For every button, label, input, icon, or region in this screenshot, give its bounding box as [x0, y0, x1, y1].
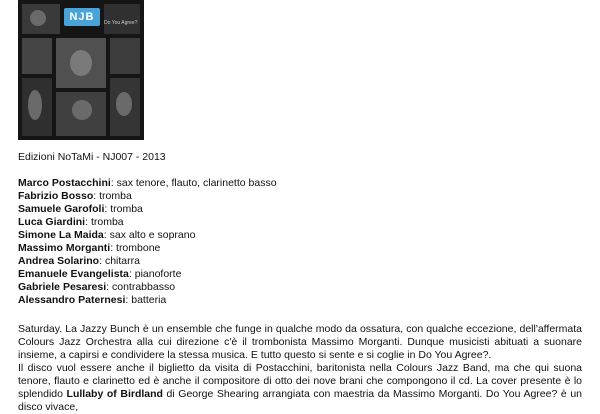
album-cover-subtitle: Do You Agree?	[104, 20, 138, 26]
cover-photo-tile	[110, 38, 140, 74]
review-text: di George Shearing arrangiata con maestria da Massimo Morganti. Do You Agree? è un disco vivace,	[18, 388, 583, 413]
musician-name: Massimo Morganti	[18, 242, 111, 254]
review-text: Il disco vuol essere anche il biglietto da visita di Postacchini, baritonista nella Colours Jazz Band, ma che qui suona tenore, flauto e clarinetto ed è anche il compositore di otto dei nove brani che compongono il cd. La cover presente è lo splendido	[18, 362, 582, 400]
cover-figure	[70, 50, 92, 76]
musician-role: : pianoforte	[128, 268, 182, 280]
musician-role: : tromba	[104, 203, 143, 215]
musician-row	[18, 216, 582, 229]
musician-name: Marco Postacchini	[18, 177, 111, 189]
musician-row	[18, 242, 582, 255]
musician-name: Andrea Solarino	[18, 255, 100, 267]
musician-row	[18, 281, 582, 294]
musician-name: Fabrizio Bosso	[18, 190, 94, 202]
musician-role: : sax tenore, flauto, clarinetto basso	[110, 177, 277, 189]
musician-role: : sax alto e soprano	[103, 229, 196, 241]
musician-name: Samuele Garofoli	[18, 203, 105, 215]
cover-figure	[116, 92, 132, 116]
musician-role: : contrabbasso	[106, 281, 176, 293]
musician-name: Simone La Maida	[18, 229, 104, 241]
musician-role: : chitarra	[99, 255, 140, 267]
cover-figure	[30, 10, 46, 26]
musician-role: : batteria	[125, 294, 167, 306]
musician-role: : trombone	[110, 242, 161, 254]
review-body	[18, 323, 582, 414]
musician-name: Gabriele Pesaresi	[18, 281, 107, 293]
musician-list	[18, 177, 582, 307]
song-title: Lullaby of Birdland	[66, 388, 163, 400]
musician-row	[18, 255, 582, 268]
musician-role: : tromba	[93, 190, 132, 202]
musician-name: Luca Giardini	[18, 216, 86, 228]
review-paragraph: Saturday. La Jazzy Bunch è un ensemble che funge in qualche modo da ossatura, con qualche eccezione, dell'affermata Colours Jazz Orchestra alla cui direzione c'è il trombonista Massimo Morganti. Dunque musicisti abituati a suonare insieme, a capirsi e condividere la stessa musica. E tutto questo si sente e si coglie in Do You Agree?.	[18, 323, 582, 361]
musician-name: Emanuele Evangelista	[18, 268, 129, 280]
musician-row	[18, 177, 582, 190]
musician-row	[18, 203, 582, 216]
review-paragraph	[18, 362, 582, 414]
release-info: Edizioni NoTaMi - NJ007 - 2013	[18, 151, 166, 163]
musician-row	[18, 268, 582, 281]
musician-row	[18, 229, 582, 242]
cover-figure	[28, 90, 42, 120]
musician-role: : tromba	[85, 216, 124, 228]
cover-photo-tile	[22, 38, 52, 74]
cover-figure	[72, 100, 92, 120]
album-logo: NJB	[64, 8, 100, 26]
album-cover	[18, 0, 144, 140]
musician-name: Alessandro Paternesi	[18, 294, 126, 306]
musician-row	[18, 294, 582, 307]
cover-photo-tile	[104, 4, 140, 34]
musician-row	[18, 190, 582, 203]
